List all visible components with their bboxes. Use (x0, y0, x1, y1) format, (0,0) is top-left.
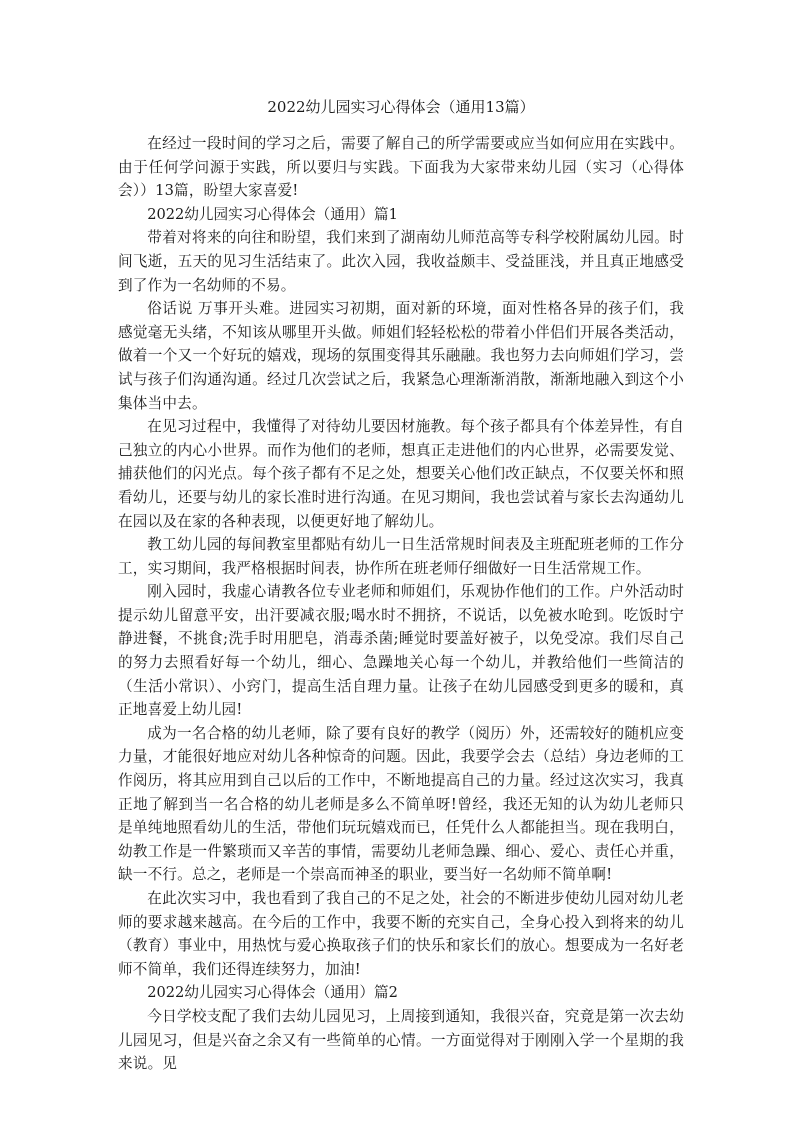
paragraph: 成为一名合格的幼儿老师，除了要有良好的教学（阅历）外，还需较好的随机应变力量，才能很好地应对幼儿各种惊奇的问题。因此，我要学会去（总结）身边老师的工作阅历，将其应用到自己以后的工作中，不断地提高自己的力量。经过这次实习，我真正地了解到当一名合格的幼儿老师是多么不简单呀!曾经，我还无知的认为幼儿老师只是单纯地照看幼儿的生活，带他们玩玩嬉戏而已，任凭什么人都能担当。现在我明白，幼教工作是一件繁琐而又辛苦的事情，需要幼儿老师急躁、细心、爱心、责任心并重，缺一不行。总之，老师是一个崇高而神圣的职业，要当好一名幼师不简单啊! (118, 724, 684, 884)
intro-paragraph: 在经过一段时间的学习之后，需要了解自己的所学需要或应当如何应用在实践中。由于任何学问源于实践，所以要归与实践。下面我为大家带来幼儿园（实习（心得体会））13篇，盼望大家喜爱! (118, 135, 684, 200)
paragraph: 带着对将来的向往和盼望，我们来到了湖南幼儿师范高等专科学校附属幼儿园。时间飞逝，五天的见习生活结束了。此次入园，我收益颇丰、受益匪浅，并且真正地感受到了作为一名幼师的不易。 (118, 229, 684, 294)
document-title: 2022幼儿园实习心得体会（通用13篇） (267, 98, 535, 116)
document-page (118, 96, 684, 1076)
paragraph: 教工幼儿园的每间教室里都贴有幼儿一日生活常规时间表及主班配班老师的工作分工，实习期间，我严格根据时间表，协作所在班老师仔细做好一日生活常规工作。 (118, 536, 684, 577)
paragraph: 在此次实习中，我也看到了我自己的不足之处，社会的不断进步使幼儿园对幼儿老师的要求越来越高。在今后的工作中，我要不断的充实自己，全身心投入到将来的幼儿（教育）事业中，用热忱与爱心换取孩子们的快乐和家长们的放心。想要成为一名好老师不简单，我们还得连续努力，加油! (118, 890, 684, 978)
section-heading: 2022幼儿园实习心得体会（通用）篇2 (147, 984, 398, 1002)
section-1 (118, 203, 684, 982)
paragraph: 在见习过程中，我懂得了对待幼儿要因材施教。每个孩子都具有个体差异性，有自己独立的内心小世界。而作为他们的老师，想真正走进他们的内心世界，必需要发觉、捕获他们的闪光点。每个孩子都有不足之处，想要关心他们改正缺点，不仅要关怀和照看幼儿，还要与幼儿的家长准时进行沟通。在见习期间，我也尝试着与家长去沟通幼儿在园以及在家的各种表现，以便更好地了解幼儿。 (118, 418, 684, 530)
section-2 (118, 981, 684, 1075)
paragraph: 俗话说 万事开头难。进园实习初期，面对新的环境，面对性格各异的孩子们，我感觉毫无头绪，不知该从哪里开头做。师姐们轻轻松松的带着小伴侣们开展各类活动，做着一个又一个好玩的嬉戏，现场的氛围变得其乐融融。我也努力去向师姐们学习，尝试与孩子们沟通沟通。经过几次尝试之后，我紧急心理渐渐消散，渐渐地融入到这个小集体当中去。 (118, 300, 684, 412)
paragraph: 今日学校支配了我们去幼儿园见习，上周接到通知，我很兴奋，究竟是第一次去幼儿园见习，但是兴奋之余又有一些简单的心情。一方面觉得对于刚刚入学一个星期的我来说。见 (118, 1007, 684, 1073)
section-heading: 2022幼儿园实习心得体会（通用）篇1 (147, 205, 398, 223)
paragraph: 刚入园时，我虚心请教各位专业老师和师姐们，乐观协作他们的工作。户外活动时提示幼儿留意平安，出汗要减衣服;喝水时不拥挤，不说话，以免被水呛到。吃饭时宁静进餐，不挑食;洗手时用肥皂，消毒杀菌;睡觉时要盖好被子，以免受凉。我们尽自己的努力去照看好每一个幼儿，细心、急躁地关心每一个幼儿，并教给他们一些简洁的（生活小常识）、小窍门，提高生活自理力量。让孩子在幼儿园感受到更多的暖和，真正地喜爱上幼儿园! (118, 583, 684, 719)
